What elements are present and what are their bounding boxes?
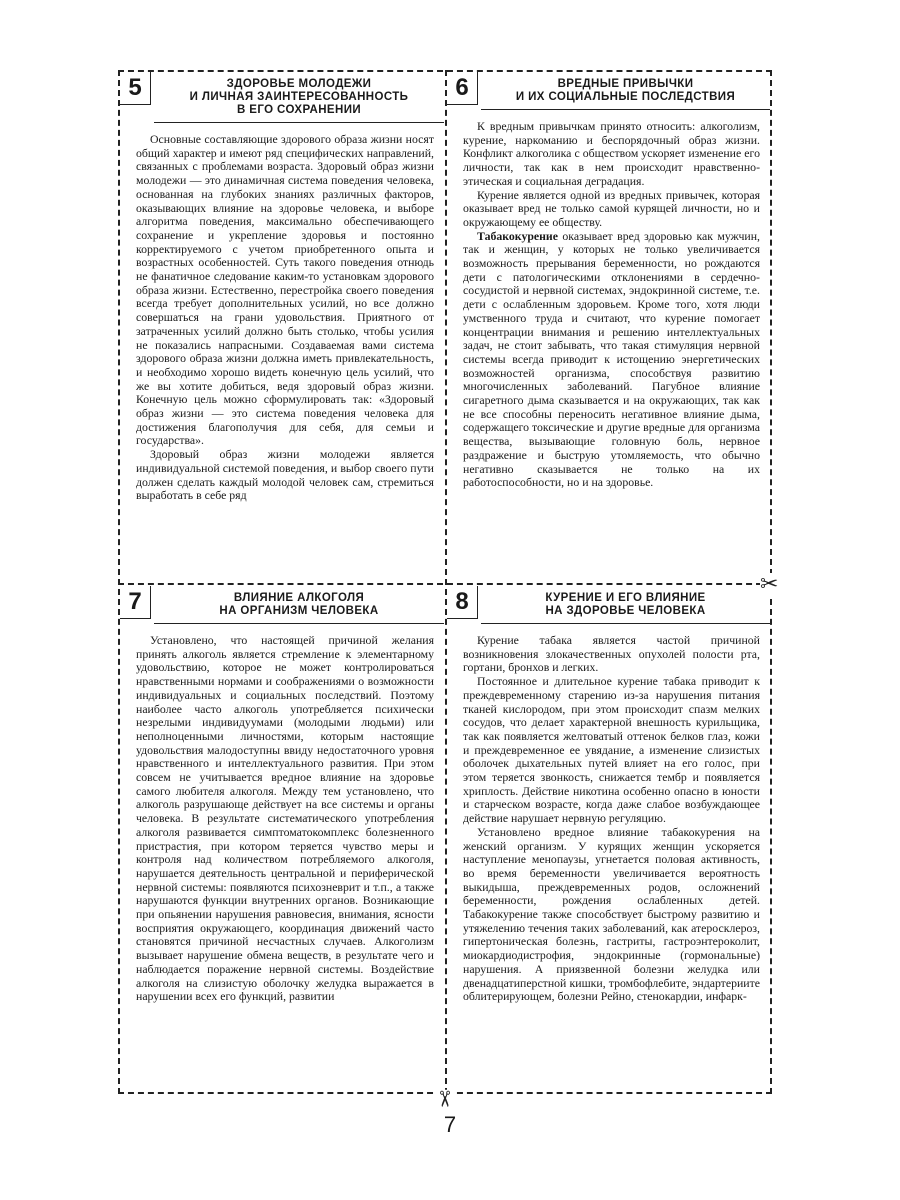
paragraph: К вредным привычкам принято относить: алкоголизм, курение, наркоманию и беспорядочный образ жизни. Конфликт алкоголика с обществом ускоряет изменение его личности, так как в нем происходит нравственно-этическая и социальная деградация. — [463, 119, 760, 188]
card-number: 6 — [447, 72, 478, 105]
card-title: КУРЕНИЕ И ЕГО ВЛИЯНИЕ НА ЗДОРОВЬЕ ЧЕЛОВЕКА — [481, 586, 770, 624]
paragraph: Постоянное и длительное курение табака приводит к преждевременному старению из-за нарушения питания тканей кислородом, при этом происходит спазм мелких сосудов, что делает характерной внешность курильщика, так как появляется желтоватый оттенок белков глаз, кожи и преждевременное ее увядание, а изменение слизистых оболочек дыхательных путей влияет на его голос, при этом теряется звонкость, снижается тембр и появляется хриплость. Действие никотина особенно опасно в юности и старческом возрасте, когда даже слабое возбуждающее действие нарушает нервную регуляцию. — [463, 674, 760, 826]
card-8 — [447, 586, 770, 1092]
paragraph: Табакокурение оказывает вред здоровью как мужчин, так и женщин, у которых не только увеличивается возможность прерывания беременности, но рождаются дети с патологическими отклонениями в сердечно-сосудистой и нервной системах, эндокринной системе, т.е. дети с ослабленным здоровьем. Кроме того, хотя люди умственного труда и считают, что курение помогает концентрации внимания и решению интеллектуальных задач, не стоит забывать, что такая стимуляция нервной системы всегда приводит к истощению энергетических возможностей организма, способствуя развитию многочисленных заболеваний. Пагубное влияние сигаретного дыма сказывается и на окружающих, так как не все способны переносить негативное влияние дыма, содержащего токсические и другие вредные для организма вещества, вызывающие головную боль, нервное раздражение и быструю утомляемость, что обычно негативно сказывается не только на их работоспособности, но и на здоровье. — [463, 228, 760, 490]
paragraph: Основные составляющие здорового образа жизни носят общий характер и имеют ряд специфических направлений, связанных с проблемами возраста. Здоровый образ жизни молодежи — это динамичная система поведения человека, основанная на глубоких знаниях различных факторов, оказывающих влияние на здоровье человека, и выборе алгоритма поведения, максимально обеспечивающего сохранение и укрепление здоровья и постоянно корректируемого с учетом приобретенного опыта и возрастных особенностей. Суть такого поведения отнюдь не фанатичное следование каким-то установкам здорового образа жизни. Естественно, перестройка своего поведения всегда требует дополнительных усилий, но все должно совершаться на грани удовольствия. Приятного от затраченных усилий должно быть столько, чтобы усилия не показались напрасными. Создаваемая вами система здорового образа жизни должна иметь привлекательность, и необходимо хорошо видеть конечную цель усилий, что же вы хотите добиться, ведя здоровый образ жизни. Конечную цель можно сформулировать так: «Здоровый образ жизни — это система поведения человека для достижения благополучия для себя, для семьи и государства». — [136, 132, 434, 448]
page-number: 7 — [443, 1112, 457, 1137]
card-title: ВРЕДНЫЕ ПРИВЫЧКИ И ИХ СОЦИАЛЬНЫЕ ПОСЛЕДСТВИЯ — [481, 72, 770, 110]
scissors-icon: ✂ — [432, 1089, 458, 1109]
card-body — [120, 123, 444, 503]
bold-lead-term: Табакокурение — [477, 228, 558, 243]
card-6 — [447, 72, 770, 582]
paragraph: Установлено вредное влияние табакокурения на женский организм. У курящих женщин ускоряется наступление менопаузы, угнетается половая активность, во время беременности увеличивается вероятность выкидыша, преждевременных родов, осложнений беременности, рождения ослабленных детей. Табакокурение также способствует быстрому развитию и утяжелению течения таких заболеваний, как атеросклероз, гипертоническая болезнь, гастриты, гастроэнтероколит, миокардиодистрофия, эндокринные (гормональные) нарушения. А приязвенной болезни желудка или двенадцатиперстной кишки, тромбофлебите, эндартериите облитерирующем, болезни Рейно, стенокардии, инфарк- — [463, 824, 760, 1004]
card-body — [447, 624, 770, 1004]
card-number: 5 — [120, 72, 151, 105]
card-body — [447, 110, 770, 490]
card-number: 7 — [120, 586, 151, 619]
paragraph: Установлено, что настоящей причиной желания принять алкоголь является стремление к элементарному удовольствию, которое не может контролироваться нравственными нормами и соображениями о возможности индивидуальных и социальных последствий. Поэтому наиболее часто алкоголь употребляется психически незрелыми индивидуумами (молодыми людьми) или неполноценными личностями, которым настоящие удовольствия малодоступны ввиду недостаточного уровня нравственного и интеллектуального развития. При этом совсем не учитывается вредное влияние на здоровье самого любителя алкоголя. Между тем установлено, что алкоголь разрушающе действует на все системы и органы человека. В результате систематического употребления алкоголя развивается симптоматокомплекс болезненного пристрастия, при котором теряется чувство меры и контроля над количеством потребляемого алкоголя, нарушается деятельность центральной и периферической нервной системы: появляются психозневрит и т.п., а также нарушаются функции внутренних органов. Возникающие при опьянении нарушения равновесия, внимания, ясности восприятия окружающего, координация движений часто становятся причиной несчастных случаев. Алкоголизм вызывает нарушение обмена веществ, в результате чего и наблюдается поражение нервной системы. Воздействие алкоголя на слизистую оболочку желудка выражается в нарушении всех его функций, развитии — [136, 633, 434, 1004]
paragraph: Здоровый образ жизни молодежи является индивидуальной системой поведения, и выбор своего пути должен сделать каждый молодой человек сам, стремиться выработать в себе ряд — [136, 447, 434, 503]
card-number: 8 — [447, 586, 478, 619]
paragraph: Курение является одной из вредных привычек, которая оказывает вред не только самой курящей личности, но и окружающему ее обществу. — [463, 187, 760, 229]
card-5 — [120, 72, 444, 582]
card-body — [120, 624, 444, 1004]
scissors-icon: ✂ — [760, 571, 779, 596]
card-7 — [120, 586, 444, 1092]
paragraph: Курение табака является частой причиной возникновения злокачественных опухолей полости рта, гортани, бронхов и легких. — [463, 633, 760, 675]
card-title: ВЛИЯНИЕ АЛКОГОЛЯ НА ОРГАНИЗМ ЧЕЛОВЕКА — [154, 586, 444, 624]
horizontal-cut-line — [118, 583, 772, 585]
card-title: ЗДОРОВЬЕ МОЛОДЕЖИ И ЛИЧНАЯ ЗАИНТЕРЕСОВАННОСТЬ В ЕГО СОХРАНЕНИИ — [154, 72, 444, 123]
